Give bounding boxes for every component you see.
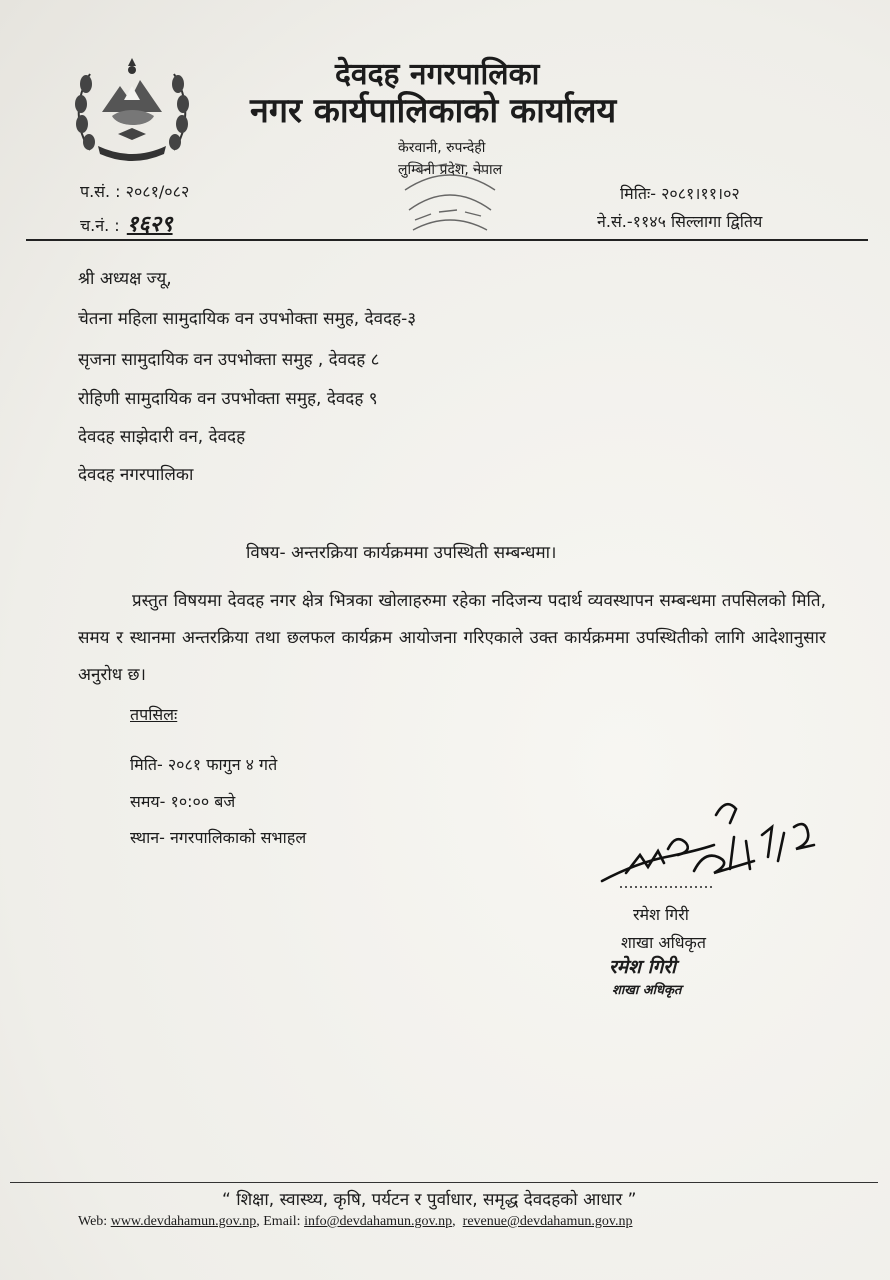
event-time: समय- १०:०० बजे xyxy=(130,792,236,811)
letter-body: प्रस्तुत विषयमा देवदह नगर क्षेत्र भित्रका खोलाहरुमा रहेका नदिजन्य पदार्थ व्यवस्थापन सम्बन्धमा तपसिलको मिति, समय र स्थानमा अन्तरक्रिया तथा छलफल कार्यक्रम आयोजना गरिएकाले उक्त कार्यक्रममा उपस्थितीको लागि आदेशानुसार अनुरोध छ। xyxy=(78,591,826,685)
event-place: स्थान- नगरपालिकाको सभाहल xyxy=(130,828,307,847)
web-label: Web: xyxy=(78,1214,111,1229)
dispatch-number xyxy=(80,208,173,238)
details-heading: तपसिलः xyxy=(130,705,178,724)
recipient-line: श्री अध्यक्ष ज्यू, xyxy=(78,269,172,289)
address-line-2: लुम्बिनी प्रदेश, नेपाल xyxy=(398,162,503,178)
recipient-line: सृजना सामुदायिक वन उपभोक्ता समुह , देवदह ८ xyxy=(78,350,380,370)
signatory-title: शाखा अधिकृत xyxy=(621,933,706,952)
subject-line: विषय- अन्तरक्रिया कार्यक्रममा उपस्थिती सम्बन्धमा। xyxy=(246,543,557,563)
seal-signatory-name: रमेश गिरी xyxy=(609,956,676,978)
office-stamp-icon xyxy=(395,150,505,242)
footer-slogan: “ शिक्षा, स्वास्थ्य, कृषि, पर्यटन र पुर्वाधार, समृद्ध देवदहको आधार ” xyxy=(222,1190,637,1210)
event-date: मिति- २०८१ फागुन ४ गते xyxy=(130,755,278,774)
recipient-line: रोहिणी सामुदायिक वन उपभोक्ता समुह, देवदह ९ xyxy=(78,389,378,409)
header-divider xyxy=(26,239,868,241)
footer-contact: Web: www.devdahamun.gov.np, Email: info@devdahamun.gov.np, revenue@devdahamun.gov.np xyxy=(78,1214,633,1229)
nepal-emblem-icon xyxy=(68,50,196,168)
signatory-name: रमेश गिरी xyxy=(633,905,689,924)
org-name: देवदह नगरपालिका xyxy=(335,57,540,92)
handwritten-signature-icon xyxy=(596,793,828,895)
email-link-info[interactable]: info@devdahamun.gov.np xyxy=(304,1214,453,1229)
dispatch-number-value: १६२९ xyxy=(126,212,173,237)
letter-number: प.सं. : २०८१/०८२ xyxy=(80,182,190,201)
footer-divider xyxy=(10,1182,878,1183)
recipient-line: चेतना महिला सामुदायिक वन उपभोक्ता समुह, देवदह-३ xyxy=(78,309,417,329)
office-name: नगर कार्यपालिकाको कार्यालय xyxy=(250,91,617,131)
seal-signatory-title: शाखा अधिकृत xyxy=(612,983,682,998)
letter-date: मितिः- २०८१।११।०२ xyxy=(620,184,740,203)
website-link[interactable]: www.devdahamun.gov.np xyxy=(110,1214,257,1229)
email-label: , Email: xyxy=(256,1214,305,1229)
email-link-revenue[interactable]: revenue@devdahamun.gov.np xyxy=(462,1214,633,1229)
recipient-line: देवदह साझेदारी वन, देवदह xyxy=(78,427,246,447)
nepal-sambat-date: ने.सं.-११४५ सिल्लागा द्वितिय xyxy=(597,212,763,231)
recipient-line: देवदह नगरपालिका xyxy=(78,465,194,485)
address-line-1: केरवानी, रुपन्देही xyxy=(398,140,486,156)
dispatch-number-label: च.नं. : xyxy=(80,216,120,235)
